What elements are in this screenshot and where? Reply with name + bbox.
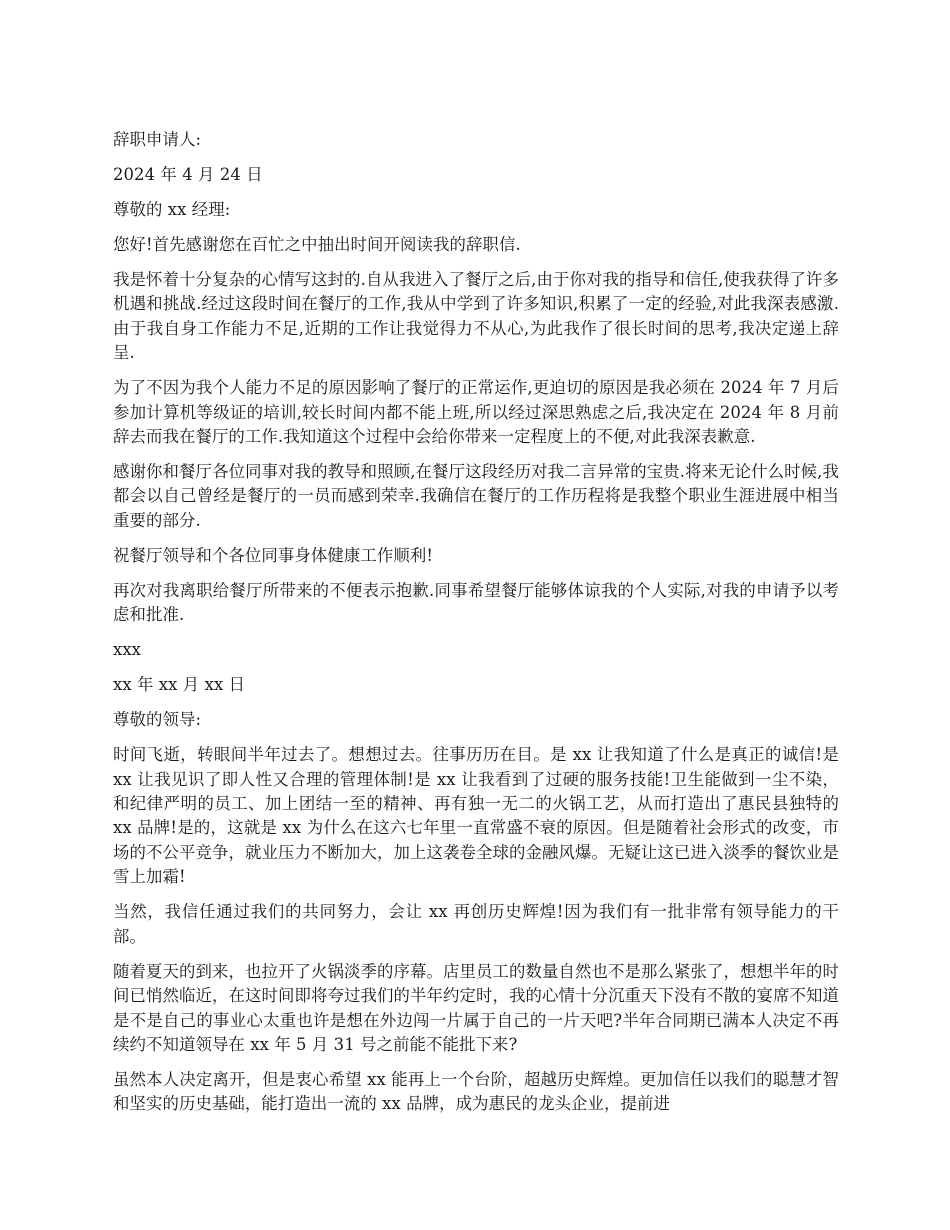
signature-date: xx 年 xx 月 xx 日 <box>113 675 246 695</box>
salutation: 尊敬的 xx 经理: <box>113 200 231 219</box>
paragraph: 当然，我信任通过我们的共同努力，会让 xx 再创历史辉煌!因为我们有一批非常有领导能力的干部。 <box>113 902 839 946</box>
salutation: 尊敬的领导: <box>113 710 202 730</box>
paragraph: 您好!首先感谢您在百忙之中抽出时间开阅读我的辞职信. <box>113 235 521 254</box>
letter-date: 2024 年 4 月 24 日 <box>113 165 263 184</box>
paragraph: 时间飞逝，转眼间半年过去了。想想过去。往事历历在目。是 xx 让我知道了什么是真正的诚信!是 xx 让我见识了即人性又合理的管理体制!是 xx 让我看到了过硬的服务技能!卫生能做到一尘不染，和纪律严明的员工、加上团结一至的精神、再有独一无二的火锅工艺，从而打造出了惠民县独特的 xx 品牌!是的，这就是 xx 为什么在这六七年里一直常盛不衰的原因。但是随着社会形式的改变，市场的不公平竞争，就业压力不断加大，加上这袭卷全球的金融风爆。无疑让这已进入淡季的餐饮业是雪上加霜! <box>113 745 839 887</box>
paragraph: 随着夏天的到来，也拉开了火锅淡季的序幕。店里员工的数量自然也不是那么紧张了，想想半年的时间已悄然临近，在这时间即将夸过我们的半年约定时，我的心情十分沉重天下没有不散的宴席不知道是不是自己的事业心太重也许是想在外边闯一片属于自己的一片天吧?半年合同期已满本人决定不再续约不知道领导在 xx 年 5 月 31 号之前能不能批下来? <box>113 961 839 1054</box>
paragraph: 再次对我离职给餐厅所带来的不便表示抱歉.同事希望餐厅能够体谅我的个人实际,对我的申请予以考虑和批准. <box>113 580 839 625</box>
paragraph: 感谢你和餐厅各位同事对我的教导和照顾,在餐厅这段经历对我二言异常的宝贵.将来无论什么时候,我都会以自己曾经是餐厅的一员而感到荣幸.我确信在餐厅的工作历程将是我整个职业生涯进展中相当重要的部分. <box>113 462 839 530</box>
paragraph: 为了不因为我个人能力不足的原因影响了餐厅的正常运作,更迫切的原因是我必须在 2024 年 7 月后参加计算机等级证的培训,较长时间内都不能上班,所以经过深思熟虑之后,我决定在 2024 年 8 月前辞去而我在餐厅的工作.我知道这个过程中会给你带来一定程度上的不便,对此我深表歉意. <box>113 378 839 447</box>
paragraph: 虽然本人决定离开，但是衷心希望 xx 能再上一个台阶，超越历史辉煌。更加信任以我们的聪慧才智和坚实的历史基础，能打造出一流的 xx 品牌，成为惠民的龙头企业，提前进 <box>113 1069 839 1114</box>
closing-wish: 祝餐厅领导和个各位同事身体健康工作顺利! <box>113 545 434 565</box>
applicant-label: 辞职申请人: <box>113 130 202 149</box>
document-body <box>113 128 839 1127</box>
signature-name: xxx <box>113 640 142 660</box>
paragraph: 我是怀着十分复杂的心情写这封的.自从我进入了餐厅之后,由于你对我的指导和信任,使我获得了许多机遇和挑战.经过这段时间在餐厅的工作,我从中学到了许多知识,积累了一定的经验,对此我深表感激.由于我自身工作能力不足,近期的工作让我觉得力不从心,为此我作了很长时间的思考,我决定递上辞呈. <box>113 270 839 363</box>
